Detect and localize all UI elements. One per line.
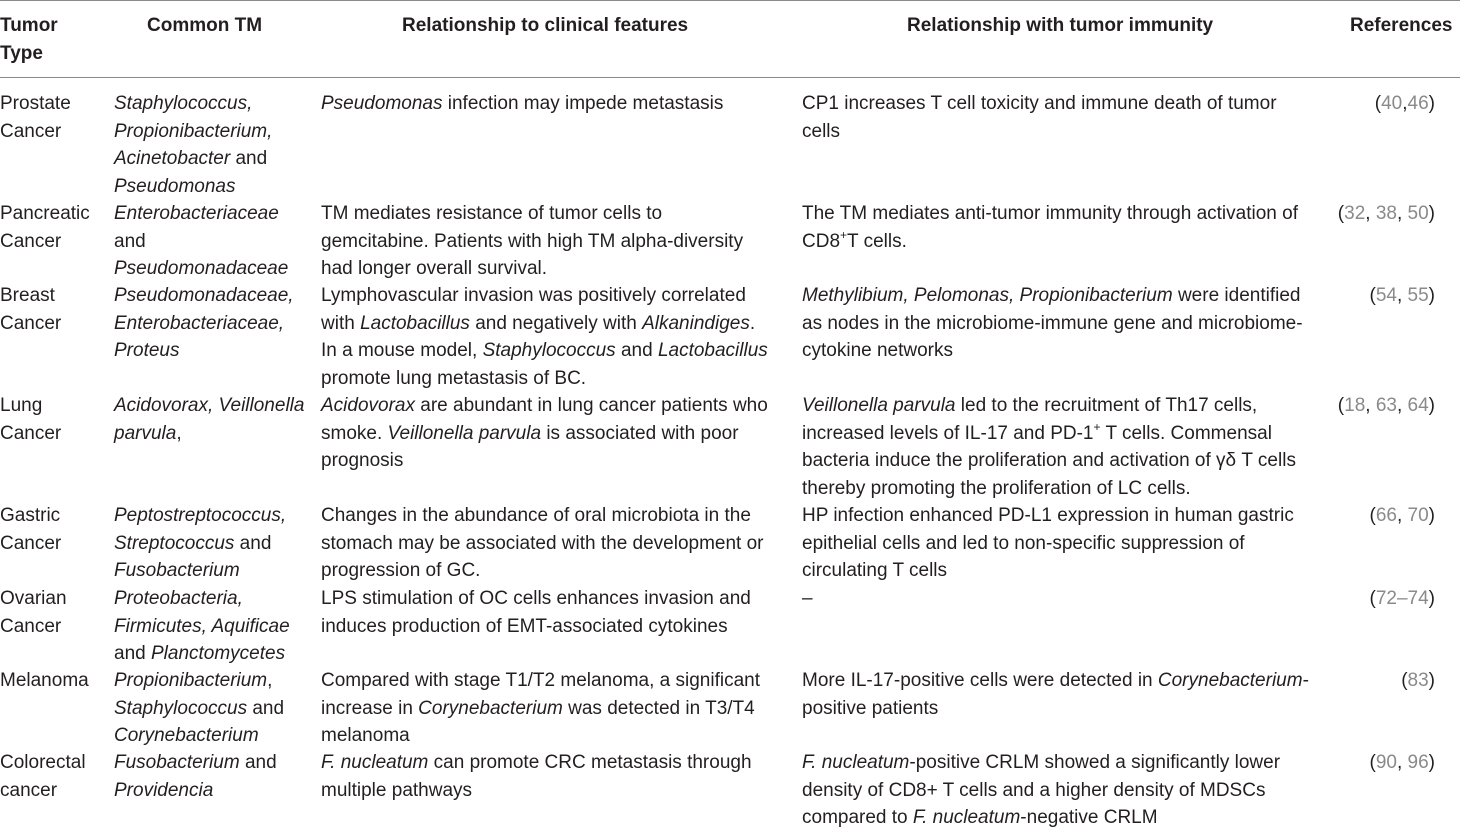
cell-tumor-type [0, 749, 86, 804]
cell-common-tm-line: Propionibacterium, [114, 670, 273, 691]
cell-clinical-features-line: progression of GC. [321, 560, 481, 581]
cell-tumor-immunity [802, 585, 813, 613]
cell-tumor-type [0, 502, 61, 557]
cell-common-tm-line: Pseudomonadaceae, [114, 285, 294, 306]
cell-common-tm-line: Acinetobacter and [114, 148, 268, 169]
cell-tumor-type-line: Cancer [0, 120, 62, 142]
cell-common-tm-line: Pseudomonas [114, 175, 236, 197]
reference-link[interactable]: 54 [1375, 285, 1397, 306]
reference-link[interactable]: 70 [1407, 505, 1429, 526]
cell-clinical-features-line: Lymphovascular invasion was positively correlated [321, 285, 746, 306]
header-tumor-immunity: Relationship with tumor immunity [907, 15, 1214, 36]
cell-tumor-immunity [802, 282, 1303, 365]
reference-link[interactable]: 90 [1375, 752, 1397, 773]
cell-common-tm-line: parvula, [114, 422, 182, 444]
header-references: References [1350, 15, 1453, 36]
cell-tumor-immunity-line: thereby promoting the proliferation of LC cells. [802, 477, 1191, 499]
cell-clinical-features-line: with Lactobacillus and negatively with Alkanindiges. [321, 312, 756, 334]
cell-clinical-features [321, 200, 743, 283]
cell-common-tm [114, 282, 294, 365]
cell-tumor-immunity-line: CP1 increases T cell toxicity and immune death of tumor [802, 93, 1277, 114]
reference-link[interactable]: 50 [1407, 203, 1429, 224]
cell-tumor-immunity-line: positive patients [802, 697, 939, 719]
cell-tumor-type-line: Cancer [0, 532, 62, 554]
cell-clinical-features [321, 282, 768, 392]
cell-tumor-type-line: Gastric [0, 505, 61, 526]
cell-tumor-immunity [802, 392, 1296, 502]
cell-tumor-immunity-line: F. nucleatum-positive CRLM showed a significantly lower [802, 752, 1281, 773]
reference-link[interactable]: 32 [1344, 203, 1366, 224]
header-clinical-features: Relationship to clinical features [402, 15, 689, 36]
cell-tumor-type [0, 282, 61, 337]
cell-references: (83) [1401, 670, 1435, 691]
reference-link[interactable]: 55 [1407, 285, 1429, 306]
cell-common-tm [114, 749, 277, 804]
cell-clinical-features-line: prognosis [321, 450, 404, 471]
cell-common-tm-line: Peptostreptococcus, [114, 505, 287, 526]
cell-references: (90, 96) [1369, 752, 1435, 773]
reference-link[interactable]: 96 [1407, 752, 1429, 773]
cell-tumor-immunity-line: cytokine networks [802, 340, 954, 361]
cell-clinical-features-line: Changes in the abundance of oral microbiota in the [321, 505, 751, 526]
cell-common-tm-line: Providencia [114, 779, 214, 801]
cell-tumor-type-line: Cancer [0, 615, 62, 637]
header-tumor-type: Tumor Type [0, 15, 58, 64]
cell-tumor-type-line: Ovarian [0, 588, 67, 609]
cell-tumor-type-line: Melanoma [0, 670, 89, 691]
cell-common-tm-line: Proteus [114, 340, 180, 361]
cell-common-tm [114, 392, 304, 447]
cell-tumor-type [0, 392, 61, 447]
cell-tumor-type-line: cancer [0, 779, 58, 801]
header-common-tm: Common TM [147, 15, 263, 36]
cell-references: (72–74) [1369, 588, 1435, 609]
cell-tumor-type [0, 90, 71, 145]
cell-tumor-immunity [802, 749, 1280, 832]
cell-clinical-features-line: melanoma [321, 725, 410, 746]
cell-tumor-type [0, 200, 90, 255]
cell-tumor-immunity-line: bacteria induce the proliferation and activation of γδ T cells [802, 450, 1296, 471]
cell-clinical-features-line: In a mouse model, Staphylococcus and Lactobacillus [321, 340, 768, 361]
cell-references: (32, 38, 50) [1337, 203, 1435, 224]
cell-common-tm-line: Staphylococcus and [114, 697, 285, 719]
reference-link[interactable]: 18 [1344, 395, 1366, 416]
cell-tumor-immunity [802, 200, 1298, 255]
cell-tumor-immunity-line: HP infection enhanced PD-L1 expression in human gastric [802, 505, 1294, 526]
cell-references: (66, 70) [1369, 505, 1435, 526]
cell-clinical-features-line: smoke. Veillonella parvula is associated with poor [321, 422, 739, 444]
cell-common-tm-line: and [114, 230, 146, 252]
cell-common-tm-line: Enterobacteriaceae, [114, 312, 285, 334]
cell-clinical-features-line: TM mediates resistance of tumor cells to [321, 203, 663, 224]
cell-clinical-features-line: LPS stimulation of OC cells enhances invasion and [321, 588, 751, 609]
cell-clinical-features [321, 667, 760, 750]
cell-tumor-type-line: Cancer [0, 230, 62, 252]
cell-common-tm-line: Corynebacterium [114, 725, 259, 746]
cell-clinical-features-line: induces production of EMT-associated cytokines [321, 615, 728, 637]
cell-tumor-immunity-line: Methylibium, Pelomonas, Propionibacterium were identified [802, 285, 1301, 306]
cell-common-tm-line: Fusobacterium and [114, 752, 277, 773]
cell-common-tm-line: Fusobacterium [114, 560, 240, 581]
cell-clinical-features [321, 502, 764, 585]
cell-clinical-features-line: Compared with stage T1/T2 melanoma, a significant [321, 670, 760, 691]
cell-tumor-type-line: Cancer [0, 422, 62, 444]
reference-link[interactable]: 66 [1375, 505, 1397, 526]
cell-common-tm-line: Firmicutes, Aquificae [114, 615, 290, 637]
cell-common-tm-line: Acidovorax, Veillonella [114, 395, 305, 416]
cell-tumor-type [0, 585, 67, 640]
cell-references: (40,46) [1374, 93, 1435, 114]
cell-clinical-features [321, 749, 752, 804]
cell-common-tm-line: Streptococcus and [114, 532, 272, 554]
reference-link[interactable]: 64 [1407, 395, 1429, 416]
cell-tumor-immunity [802, 502, 1294, 585]
cell-common-tm [114, 667, 284, 750]
cell-clinical-features-line: promote lung metastasis of BC. [321, 367, 587, 389]
reference-link[interactable]: 46 [1407, 93, 1429, 114]
cell-common-tm-line: Propionibacterium, [114, 120, 273, 142]
cell-common-tm-line: Enterobacteriaceae [114, 203, 279, 224]
cell-tumor-immunity [802, 667, 1309, 722]
cell-references: (54, 55) [1369, 285, 1435, 306]
reference-link[interactable]: 38 [1375, 203, 1397, 224]
cell-clinical-features-line: Acidovorax are abundant in lung cancer patients who [321, 395, 768, 416]
top-rule [0, 0, 1460, 1]
cell-tumor-immunity-line: epithelial cells and led to non-specific suppression of [802, 532, 1245, 554]
cell-tumor-immunity-line: The TM mediates anti-tumor immunity through activation of [802, 203, 1298, 224]
cell-tumor-immunity [802, 90, 1277, 145]
cell-common-tm [114, 502, 286, 585]
cell-tumor-type-line: Pancreatic [0, 203, 90, 224]
cell-common-tm-line: Staphylococcus, [114, 93, 253, 114]
cell-common-tm-line: Pseudomonadaceae [114, 258, 289, 279]
cell-clinical-features-line: Pseudomonas infection may impede metastasis [321, 93, 724, 114]
reference-link[interactable]: 72–74 [1375, 588, 1429, 609]
cell-common-tm-line: Proteobacteria, [114, 588, 243, 609]
cell-common-tm [114, 200, 288, 283]
cell-references: (18, 63, 64) [1337, 395, 1435, 416]
cell-tumor-type-line: Colorectal [0, 752, 86, 773]
cell-clinical-features-line: had longer overall survival. [321, 258, 548, 279]
cell-tumor-type-line: Prostate [0, 93, 71, 114]
cell-common-tm [114, 585, 290, 668]
cell-clinical-features [321, 90, 723, 118]
header-rule [0, 77, 1460, 78]
cell-common-tm [114, 90, 272, 200]
cell-tumor-immunity-line: as nodes in the microbiome-immune gene and microbiome- [802, 312, 1303, 334]
cell-tumor-immunity-line: – [802, 588, 813, 609]
cell-tumor-immunity-line: increased levels of IL-17 and PD-1+ T cells. Commensal [802, 419, 1272, 444]
cell-tumor-immunity-line: CD8+T cells. [802, 227, 907, 252]
cell-tumor-immunity-line: More IL-17-positive cells were detected in Corynebacterium- [802, 670, 1309, 691]
cell-clinical-features [321, 392, 768, 475]
cell-tumor-immunity-line: cells [802, 120, 841, 142]
reference-link[interactable]: 83 [1407, 670, 1429, 691]
cell-tumor-type-line: Lung [0, 395, 43, 416]
cell-tumor-immunity-line: compared to F. nucleatum-negative CRLM [802, 807, 1158, 828]
reference-link[interactable]: 63 [1375, 395, 1397, 416]
cell-tumor-type [0, 667, 89, 695]
cell-tumor-type-line: Cancer [0, 312, 62, 334]
cell-clinical-features-line: F. nucleatum can promote CRC metastasis through [321, 752, 752, 773]
cell-clinical-features-line: stomach may be associated with the development or [321, 532, 764, 554]
cell-clinical-features-line: increase in Corynebacterium was detected in T3/T4 [321, 697, 755, 719]
cell-tumor-immunity-line: circulating T cells [802, 560, 948, 581]
cell-clinical-features-line: gemcitabine. Patients with high TM alpha-diversity [321, 230, 744, 252]
cell-clinical-features-line: multiple pathways [321, 779, 473, 801]
cell-tumor-immunity-line: Veillonella parvula led to the recruitment of Th17 cells, [802, 395, 1258, 416]
cell-tumor-type-line: Breast [0, 285, 55, 306]
cell-common-tm-line: and Planctomycetes [114, 643, 286, 664]
cell-tumor-immunity-line: density of CD8+ T cells and a higher density of MDSCs [802, 779, 1266, 801]
cell-clinical-features [321, 585, 751, 640]
reference-link[interactable]: 40 [1381, 93, 1403, 114]
